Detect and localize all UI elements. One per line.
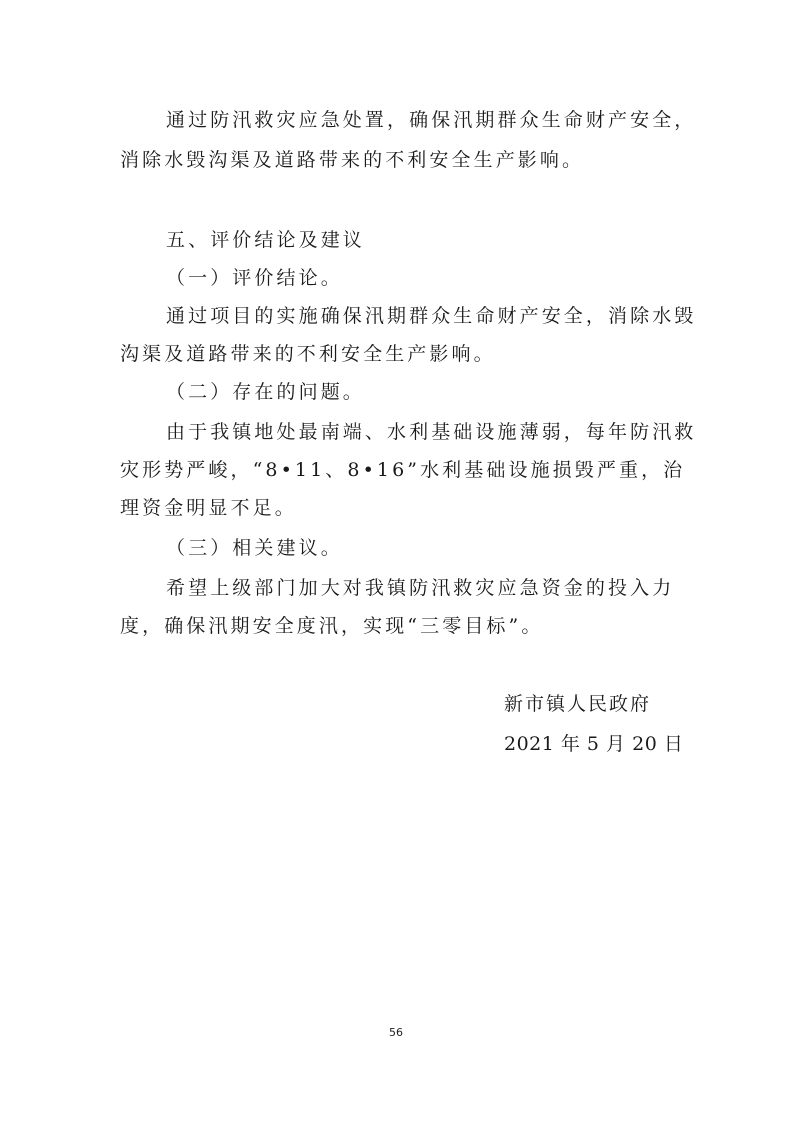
- subsection-3-line-1: 希望上级部门加大对我镇防汛救灾应急资金的投入力: [166, 577, 675, 599]
- subsection-3-heading: （三）相关建议。: [166, 537, 343, 559]
- subsection-2-line-3: 理资金明显不足。: [120, 497, 297, 519]
- subsection-2-line-1: 由于我镇地处最南端、水利基础设施薄弱，每年防汛救: [166, 421, 697, 443]
- subsection-1-heading: （一）评价结论。: [166, 267, 343, 289]
- signature-date: 2021 年 5 月 20 日: [504, 733, 684, 755]
- signature-organization: 新市镇人民政府: [504, 693, 652, 715]
- subsection-2-heading: （二）存在的问题。: [166, 381, 365, 403]
- paragraph-intro-line-1: 通过防汛救灾应急处置，确保汛期群众生命财产安全，: [166, 109, 697, 131]
- subsection-1-line-1: 通过项目的实施确保汛期群众生命财产安全，消除水毁: [166, 305, 697, 327]
- paragraph-intro-line-2: 消除水毁沟渠及道路带来的不利安全生产影响。: [120, 149, 585, 171]
- subsection-1-line-2: 沟渠及道路带来的不利安全生产影响。: [120, 343, 496, 365]
- section-heading: 五、评价结论及建议: [166, 229, 365, 251]
- subsection-3-line-2: 度，确保汛期安全度汛，实现“三零目标”。: [120, 615, 544, 637]
- subsection-2-line-2: 灾形势严峻，“8•11、8•16”水利基础设施损毁严重，治: [120, 459, 686, 481]
- page-number: 56: [389, 1026, 403, 1039]
